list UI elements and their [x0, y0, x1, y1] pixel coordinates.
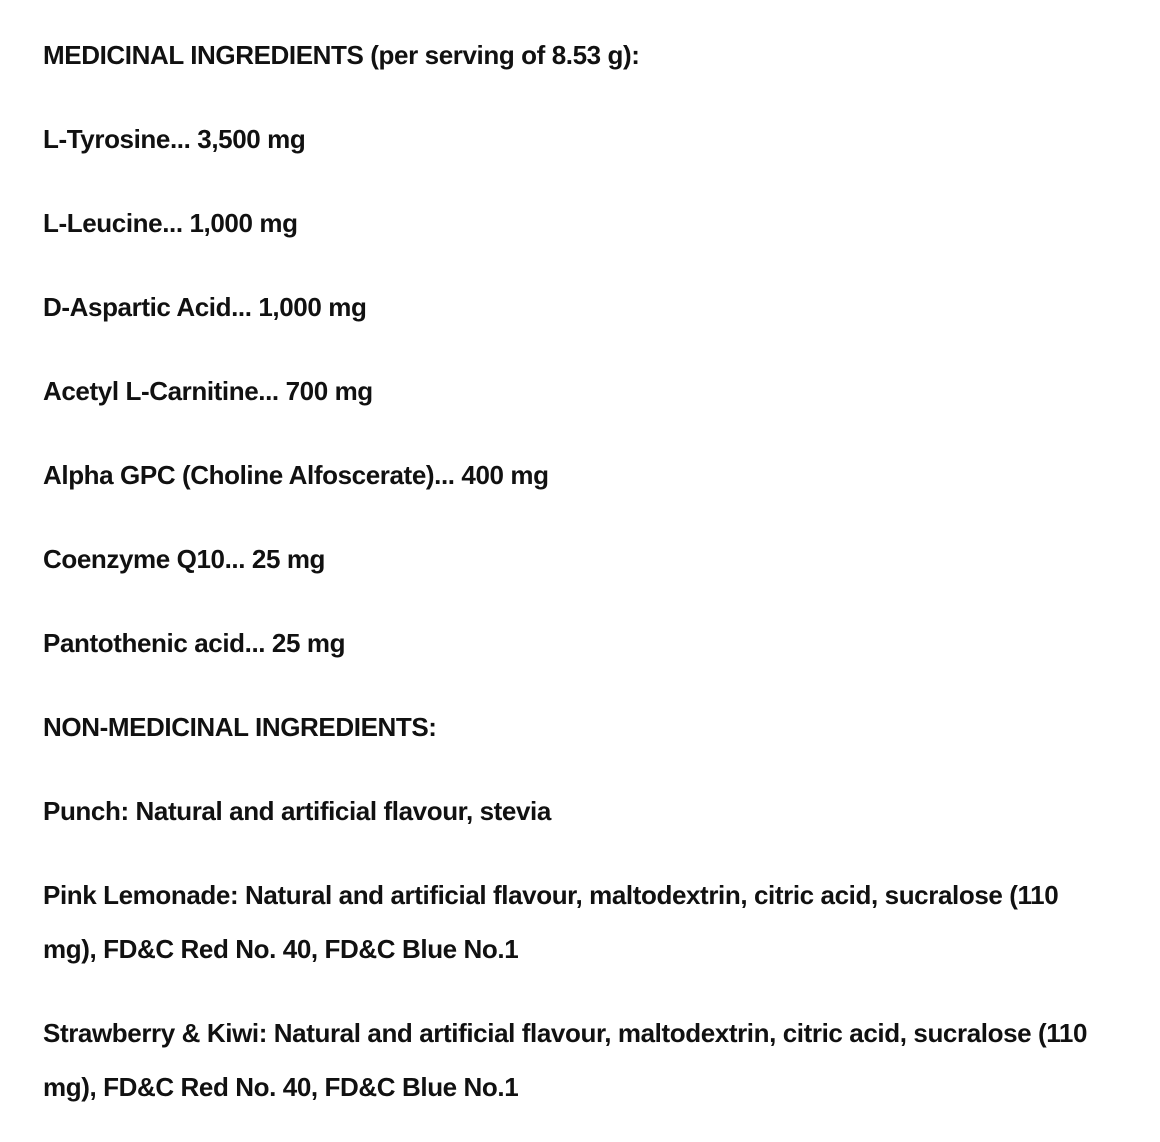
flavour-pink-lemonade: Pink Lemonade: Natural and artificial flavour, maltodextrin, citric acid, sucralose (110 mg), FD&C Red No. 40, FD&C Blue No.1: [43, 880, 1059, 964]
ingredient-alpha-gpc: Alpha GPC (Choline Alfoscerate)... 400 mg: [43, 460, 549, 490]
ingredient-acetyl-l-carnitine: Acetyl L-Carnitine... 700 mg: [43, 376, 373, 406]
flavour-punch: Punch: Natural and artificial flavour, stevia: [43, 796, 551, 826]
ingredient-coenzyme-q10: Coenzyme Q10... 25 mg: [43, 544, 326, 574]
ingredient-pantothenic-acid: Pantothenic acid... 25 mg: [43, 628, 346, 658]
medicinal-ingredients-heading: MEDICINAL INGREDIENTS (per serving of 8.53 g):: [43, 40, 640, 70]
ingredient-l-tyrosine: L-Tyrosine... 3,500 mg: [43, 124, 306, 154]
non-medicinal-ingredients-heading: NON-MEDICINAL INGREDIENTS:: [43, 712, 437, 742]
flavour-strawberry-kiwi: Strawberry & Kiwi: Natural and artificial flavour, maltodextrin, citric acid, sucralose (110 mg), FD&C Red No. 40, FD&C Blue No.1: [43, 1018, 1088, 1102]
ingredient-d-aspartic-acid: D-Aspartic Acid... 1,000 mg: [43, 292, 367, 322]
ingredient-l-leucine: L-Leucine... 1,000 mg: [43, 208, 298, 238]
